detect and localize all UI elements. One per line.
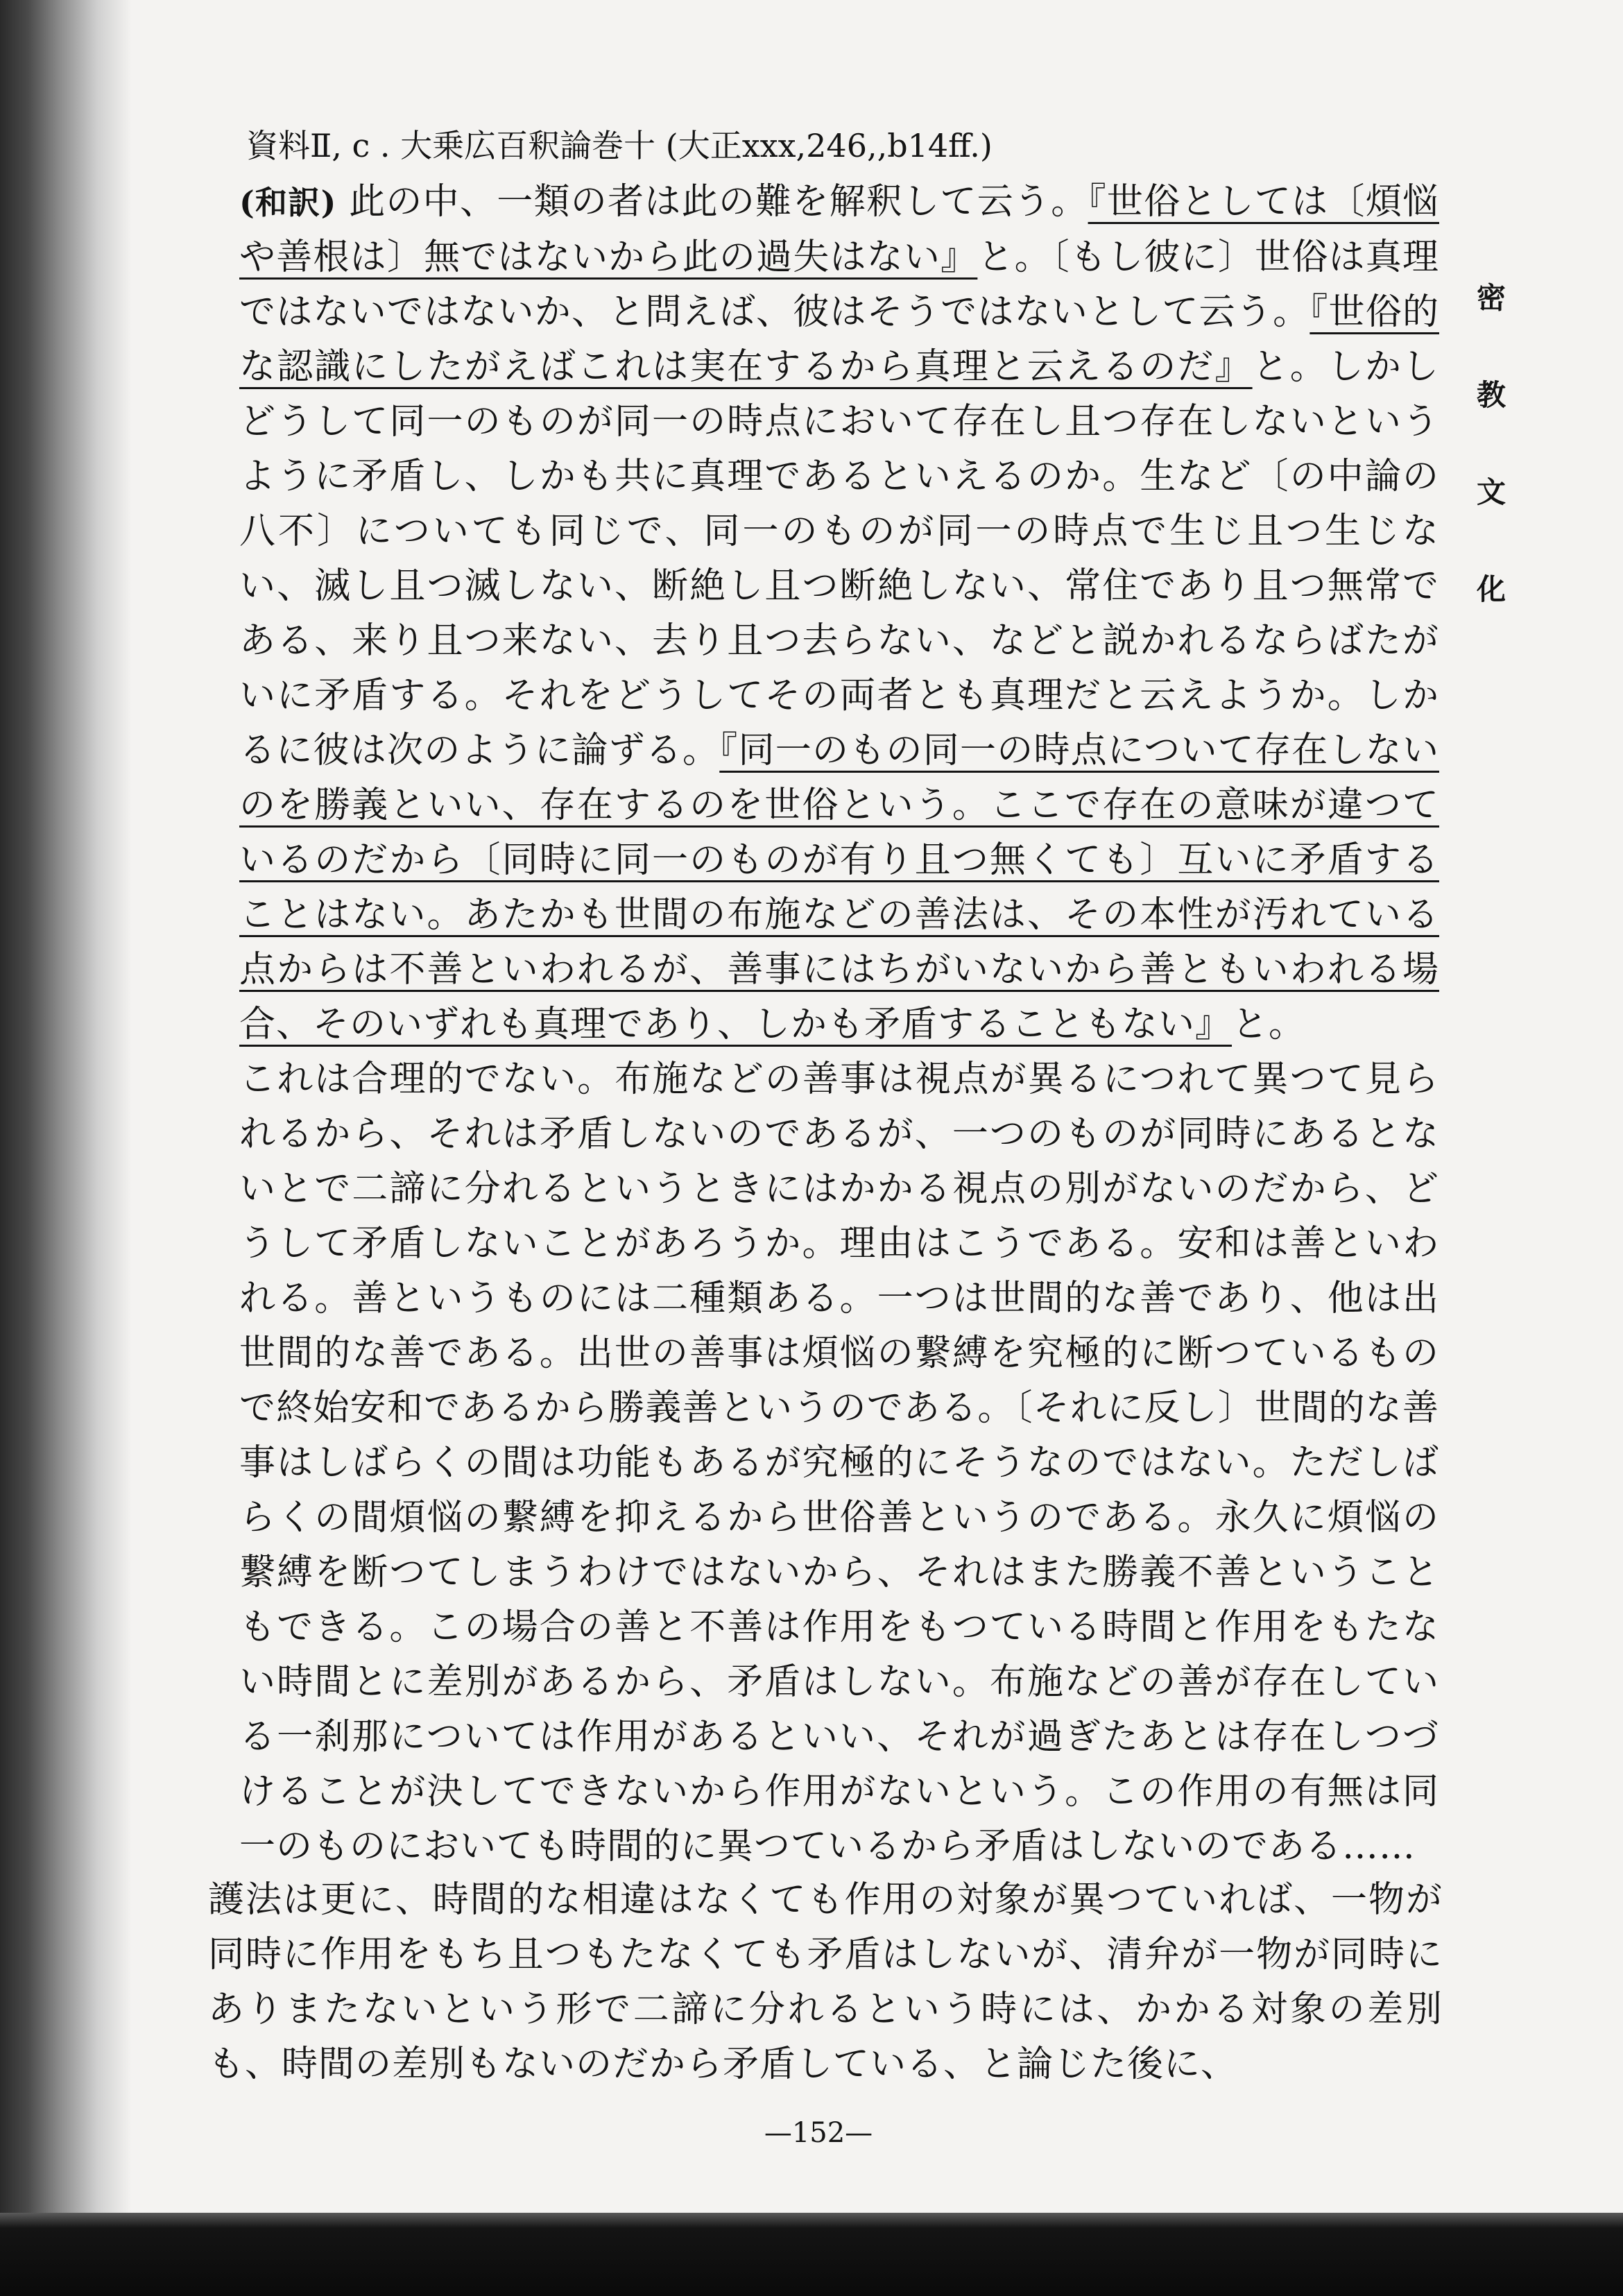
commentary-paragraph: 護法は更に、時間的な相違はなくても作用の対象が異つていれば、一物が同時に作用をもち且つもたなくても矛盾はしないが、清弁が一物が同時にありまたないという形で二諦に分れるという時には、かかる対象の差別も、時間の差別もないのだから矛盾している、と論じた後に、 <box>208 1879 1443 2085</box>
translation-continuation: これは合理的でない。布施などの善事は視点が異るにつれて異つて見られるから、それは矛盾しないのであるが、一つのものが同時にあるとないとで二諦に分れるというときにはかかる視点の別がないのだから、どうして矛盾しないことがあろうか。理由はこうである。安和は善といわれる。善というものには二種類ある。一つは世間的な善であり、他は出世間的な善である。出世の善事は煩悩の繋縛を究極的に断つているもので終始安和であるから勝義善というのである。〔それに反し〕世間的な善事はしばらくの間は功能もあるが究極的にそうなのではない。ただしばらくの間煩悩の繋縛を抑えるから世俗善というのである。永久に煩悩の繋縛を断つてしまうわけではないから、それはまた勝義不善ということもできる。この場合の善と不善は作用をもつている時間と作用をもたない時間とに差別があるから、矛盾はしない。布施などの善が存在している一刹那については作用があるといい、それが過ぎたあとは存在しつづけることが決してできないから作用がないという。この作用の有無は同一のものにおいても時間的に異つているから矛盾はしないのである…… <box>239 1059 1439 1867</box>
commentary-block <box>208 1873 1443 2092</box>
translation-block <box>239 175 1439 1874</box>
translation-segment: 此の中、一類の者は此の難を解釈して云う。 <box>336 181 1088 223</box>
side-label-char: 密 <box>1476 281 1506 315</box>
running-side-label <box>1470 250 1512 638</box>
quoted-passage: 『世俗としては〔煩悩や善根は〕無ではないから此の過失はない』 <box>239 181 1439 278</box>
translation-paragraph <box>239 175 1439 1052</box>
source-heading: 資料Ⅱ, c . 大乗広百釈論巻十 (大正xxx,246,,b14ff.) <box>246 127 993 164</box>
side-label-char: 文 <box>1476 475 1506 509</box>
scan-bottom-edge <box>0 2213 1623 2296</box>
quoted-passage: 『同一のもの同一の時点について存在しないのを勝義といい、存在するのを世俗という。ここで存在の意味が違つているのだから〔同時に同一のものが有り且つ無くても〕互いに矛盾することはない。あたかも世間の布施などの善法は、その本性が汚れている点からは不善といわれるが、善事にはちがいないから善ともいわれる場合、そのいずれも真理であり、しかも矛盾することもない』 <box>239 730 1439 1045</box>
translation-segment: と。〔もし彼に〕世俗は真理ではないではないか、と問えば、彼はそうではないとして云う。 <box>239 237 1439 333</box>
side-label-char: 化 <box>1476 572 1506 606</box>
binding-shadow <box>0 0 132 2296</box>
translation-segment: と。しかしどうして同一のものが同一の時点において存在し且つ存在しないというように矛盾し、しかも共に真理であるといえるのか。生など〔の中論の八不〕についても同じで、同一のものが同一の時点で生じ且つ生じない、滅し且つ滅しない、断絶し且つ断絶しない、常住であり且つ無常である、来り且つ来ない、去り且つ去らない、などと説かれるならばたがいに矛盾する。それをどうしてその両者とも真理だと云えようか。しかるに彼は次のように論ずる。 <box>239 346 1439 771</box>
page-number: —152— <box>764 2117 873 2149</box>
translation-tag: (和訳) <box>239 184 337 221</box>
quoted-passage: 『世俗的な認識にしたがえばこれは実在するから真理と云えるのだ』 <box>239 291 1439 388</box>
side-label-char: 教 <box>1476 378 1506 412</box>
translation-segment: と。 <box>1232 1004 1306 1045</box>
